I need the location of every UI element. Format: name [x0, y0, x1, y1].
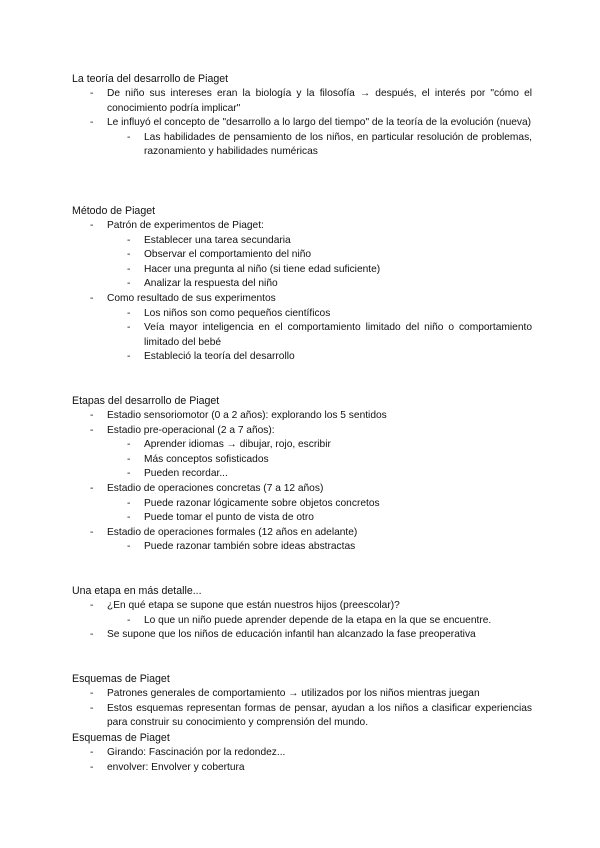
bullet-dash: - — [127, 263, 131, 275]
item-text: Más conceptos sofisticados — [144, 453, 269, 465]
item-text: Veía mayor inteligencia en el comportamiento limitado del niño o comportamiento limitado del bebé — [144, 322, 532, 348]
section-esquemas-2 — [72, 731, 532, 775]
list-item — [72, 424, 532, 439]
bullet-list — [72, 409, 532, 555]
item-text: Hacer una pregunta al niño (si tiene edad suficiente) — [144, 263, 381, 275]
item-text: Puede razonar lógicamente sobre objetos concretos — [144, 497, 380, 509]
item-text: Estadio de operaciones concretas (7 a 12 años) — [107, 482, 324, 494]
item-text: Pueden recordar... — [144, 468, 228, 480]
item-text: Estadio sensoriomotor (0 a 2 años): explorando los 5 sentidos — [107, 410, 387, 421]
bullet-list — [72, 219, 532, 365]
section-heading: Método de Piaget — [72, 205, 156, 217]
item-text: Aprender idiomas → dibujar, rojo, escribir — [144, 439, 331, 451]
bullet-dash: - — [90, 526, 94, 538]
item-text: ¿En qué etapa se supone que están nuestros hijos (preescolar)? — [107, 600, 400, 611]
bullet-dash: - — [90, 424, 94, 436]
list-item — [72, 116, 532, 131]
sub-list-item — [72, 511, 532, 526]
section-teoria — [72, 72, 532, 160]
item-text: Estos esquemas representan formas de pensar, ayudan a los niños a clasificar experiencias para construir su conocimiento y comprensión del mundo. — [107, 702, 532, 729]
bullet-dash: - — [127, 439, 131, 451]
bullet-dash: - — [90, 600, 94, 611]
bullet-dash: - — [90, 688, 94, 699]
item-text: Estadio pre-operacional (2 a 7 años): — [107, 424, 275, 436]
item-text: Analizar la respuesta del niño — [144, 278, 278, 290]
bullet-dash: - — [90, 292, 94, 304]
item-text: Lo que un niño puede aprender depende de la etapa en la que se encuentre. — [144, 614, 492, 626]
bullet-dash: - — [90, 702, 94, 714]
bullet-dash: - — [127, 497, 131, 509]
bullet-dash: - — [90, 629, 94, 641]
bullet-dash: - — [127, 278, 131, 290]
section-heading: Una etapa en más detalle... — [72, 585, 202, 597]
item-text: Las habilidades de pensamiento de los niños, en particular resolución de problemas, razonamiento y habilidades numéricas — [144, 131, 532, 158]
bullet-dash: - — [90, 220, 94, 231]
bullet-dash: - — [90, 410, 94, 421]
list-item — [72, 219, 532, 234]
bullet-dash: - — [127, 131, 131, 143]
bullet-list — [72, 687, 532, 731]
item-text: Se supone que los niños de educación infantil han alcanzado la fase preoperativa — [107, 629, 476, 641]
sub-list-item — [72, 540, 532, 555]
sub-list-item — [72, 467, 532, 482]
sub-list-item — [72, 438, 532, 453]
list-item — [72, 702, 532, 731]
section-heading: Esquemas de Piaget — [72, 732, 170, 744]
item-text: envolver: Envolver y cobertura — [107, 761, 245, 773]
bullet-list — [72, 599, 532, 643]
item-text: Estadio de operaciones formales (12 años en adelante) — [107, 526, 358, 538]
sub-list-item — [72, 234, 532, 249]
bullet-list — [72, 746, 532, 775]
list-item — [72, 687, 532, 702]
item-text: Patrones generales de comportamiento → utilizados por los niños mientras juegan — [107, 688, 480, 699]
sub-list-item — [72, 131, 532, 160]
bullet-dash: - — [127, 322, 131, 334]
list-item — [72, 292, 532, 307]
sub-list-item — [72, 321, 532, 350]
section-etapas — [72, 394, 532, 555]
sub-list-item — [72, 277, 532, 292]
bullet-dash: - — [90, 761, 94, 773]
section-heading: Etapas del desarrollo de Piaget — [72, 395, 220, 407]
item-text: Le influyó el concepto de "desarrollo a lo largo del tiempo" de la teoría de la evolución (nueva) — [107, 117, 532, 129]
bullet-dash: - — [127, 541, 131, 553]
item-text: Estableció la teoría del desarrollo — [144, 351, 295, 363]
sub-list-item — [72, 350, 532, 365]
bullet-dash: - — [127, 468, 131, 480]
section-esquemas — [72, 672, 532, 731]
bullet-dash: - — [127, 512, 131, 524]
bullet-dash: - — [127, 614, 131, 626]
list-item — [72, 409, 532, 424]
bullet-list — [72, 87, 532, 160]
item-text: Puede razonar también sobre ideas abstractas — [144, 541, 356, 553]
sub-list-item — [72, 614, 532, 629]
section-metodo — [72, 204, 532, 365]
list-item — [72, 746, 532, 761]
section-etapa-detalle — [72, 584, 532, 643]
list-item — [72, 628, 532, 643]
bullet-dash: - — [90, 117, 94, 129]
item-text: Girando: Fascinación por la redondez... — [107, 747, 286, 758]
list-item — [72, 761, 532, 776]
item-text: Establecer una tarea secundaria — [144, 234, 291, 246]
bullet-dash: - — [127, 249, 131, 261]
sub-list-item — [72, 453, 532, 468]
item-text: Como resultado de sus experimentos — [107, 292, 276, 304]
sub-list-item — [72, 497, 532, 512]
item-text: Patrón de experimentos de Piaget: — [107, 220, 264, 231]
item-text: Puede tomar el punto de vista de otro — [144, 512, 314, 524]
item-text: De niño sus intereses eran la biología y la filosofía → después, el interés por "cómo el conocimiento podría implicar" — [107, 88, 532, 114]
bullet-dash: - — [127, 453, 131, 465]
list-item — [72, 526, 532, 541]
bullet-dash: - — [127, 307, 131, 319]
bullet-dash: - — [90, 88, 94, 99]
bullet-dash: - — [127, 234, 131, 246]
list-item — [72, 599, 532, 614]
item-text: Los niños son como pequeños científicos — [144, 307, 331, 319]
item-text: Observar el comportamiento del niño — [144, 249, 312, 261]
section-heading: Esquemas de Piaget — [72, 673, 170, 685]
bullet-dash: - — [90, 482, 94, 494]
sub-list-item — [72, 307, 532, 322]
sub-list-item — [72, 263, 532, 278]
list-item — [72, 87, 532, 116]
list-item — [72, 482, 532, 497]
bullet-dash: - — [127, 351, 131, 363]
bullet-dash: - — [90, 747, 94, 758]
sub-list-item — [72, 248, 532, 263]
section-heading: La teoría del desarrollo de Piaget — [72, 73, 229, 85]
